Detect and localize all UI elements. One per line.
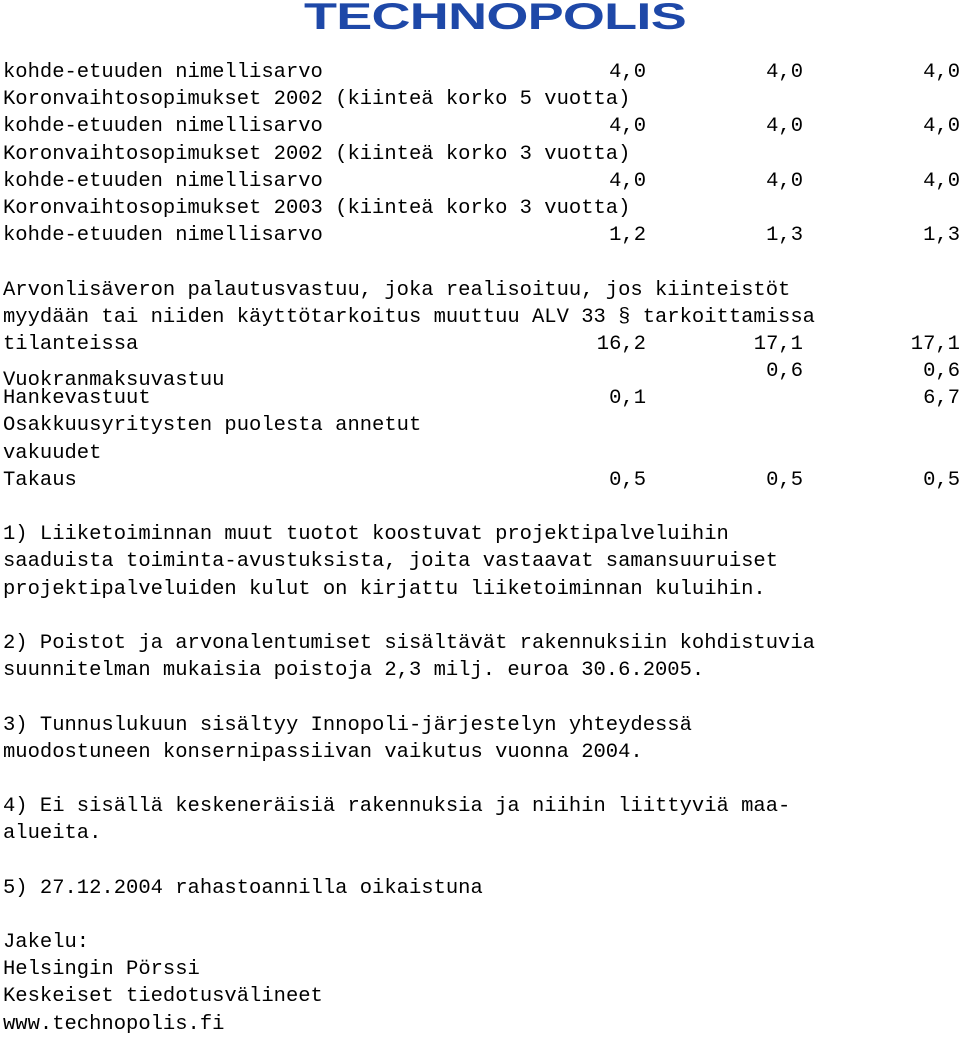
value-cell: 4,0 bbox=[766, 169, 803, 193]
value-cell: 4,0 bbox=[609, 115, 646, 139]
value-cell: 4,0 bbox=[609, 169, 646, 193]
footnote-line: alueita. bbox=[3, 822, 102, 846]
spacer bbox=[3, 766, 960, 793]
row-values bbox=[486, 385, 960, 412]
footnote-line: projektipalveluiden kulut on kirjattu liiketoiminnan kuluihin. bbox=[3, 577, 766, 601]
table-row bbox=[3, 195, 960, 222]
spacer bbox=[3, 603, 960, 630]
value-cell: 16,2 bbox=[596, 332, 646, 356]
vat-liability-text bbox=[3, 277, 960, 331]
row-values bbox=[486, 222, 960, 249]
footnote-line: saaduista toiminta-avustuksista, joita vastaavat samansuuruiset bbox=[3, 550, 779, 574]
value-cell: 0,5 bbox=[923, 468, 960, 492]
row-label: Hankevastuut bbox=[3, 387, 151, 411]
value-cell: 0,5 bbox=[766, 468, 803, 492]
footnote-line: 1) Liiketoiminnan muut tuotot koostuvat projektipalveluihin bbox=[3, 523, 729, 547]
row-label: vakuudet bbox=[3, 441, 102, 465]
table-row bbox=[3, 168, 960, 195]
value-cell: 4,0 bbox=[923, 61, 960, 84]
row-values bbox=[486, 113, 960, 140]
spacer bbox=[3, 847, 960, 874]
row-values bbox=[486, 358, 960, 385]
logo-graphic bbox=[303, 0, 687, 34]
table-row bbox=[3, 86, 960, 113]
row-label: kohde-etuuden nimellisarvo bbox=[3, 224, 323, 248]
value-cell bbox=[486, 358, 646, 385]
value-cell: 1,2 bbox=[609, 224, 646, 248]
footnote bbox=[3, 521, 960, 603]
row-values bbox=[486, 331, 960, 358]
footnote bbox=[3, 630, 960, 684]
value-cell: 6,7 bbox=[923, 387, 960, 411]
spacer bbox=[3, 249, 960, 276]
row-label: kohde-etuuden nimellisarvo bbox=[3, 115, 323, 139]
guarantees-table bbox=[3, 59, 960, 249]
row-label: kohde-etuuden nimellisarvo bbox=[3, 169, 323, 193]
footnote-line: 3) Tunnuslukuun sisältyy Innopoli-järjestelyn yhteydessä bbox=[3, 713, 692, 737]
footnote-line: suunnitelman mukaisia poistoja 2,3 milj. euroa 30.6.2005. bbox=[3, 659, 705, 683]
row-values bbox=[486, 59, 960, 86]
footnote bbox=[3, 712, 960, 766]
value-cell: 1,3 bbox=[766, 224, 803, 248]
table-row bbox=[3, 331, 960, 358]
row-label: Koronvaihtosopimukset 2002 (kiinteä korko 5 vuotta) bbox=[3, 88, 631, 112]
value-cell: 0,1 bbox=[609, 387, 646, 411]
value-cell: 17,1 bbox=[910, 332, 960, 356]
technopolis-logo bbox=[303, 0, 687, 34]
value-cell: 4,0 bbox=[923, 115, 960, 139]
value-cell: 4,0 bbox=[766, 61, 803, 84]
spacer bbox=[3, 494, 960, 521]
row-label: Vuokranmaksuvastuu bbox=[3, 369, 225, 393]
value-cell: 1,3 bbox=[923, 224, 960, 248]
value-cell: 0,5 bbox=[609, 468, 646, 492]
value-cell: 4,0 bbox=[609, 61, 646, 84]
footnote bbox=[3, 875, 960, 902]
table-row bbox=[3, 59, 960, 86]
footnote-line: muodostuneen konsernipassiivan vaikutus vuonna 2004. bbox=[3, 740, 643, 764]
footnote-line: 2) Poistot ja arvonalentumiset sisältävät rakennuksiin kohdistuvia bbox=[3, 631, 815, 655]
row-label: Koronvaihtosopimukset 2003 (kiinteä korko 3 vuotta) bbox=[3, 196, 631, 220]
footnote-line: 4) Ei sisällä keskeneräisiä rakennuksia ja niihin liittyviä maa- bbox=[3, 795, 791, 819]
paragraph-line: myydään tai niiden käyttötarkoitus muuttuu ALV 33 § tarkoittamissa bbox=[3, 305, 815, 329]
footnote-line: 5) 27.12.2004 rahastoannilla oikaistuna bbox=[3, 876, 483, 900]
spacer bbox=[3, 902, 960, 929]
paragraph-line: Arvonlisäveron palautusvastuu, joka realisoituu, jos kiinteistöt bbox=[3, 278, 791, 302]
row-values bbox=[486, 467, 960, 494]
value-cell: 17,1 bbox=[753, 332, 803, 356]
distribution-item: Helsingin Pörssi bbox=[3, 958, 200, 982]
value-cell bbox=[646, 385, 803, 412]
value-cell: 0,6 bbox=[923, 360, 960, 384]
distribution-item: www.technopolis.fi bbox=[3, 1012, 225, 1036]
row-label: Takaus bbox=[3, 468, 77, 492]
table-row bbox=[3, 358, 960, 393]
distribution-list bbox=[3, 929, 960, 1038]
row-label: Koronvaihtosopimukset 2002 (kiinteä korko 3 vuotta) bbox=[3, 142, 631, 166]
table-row bbox=[3, 440, 960, 467]
footnotes bbox=[3, 494, 960, 902]
footnote bbox=[3, 793, 960, 847]
spacer bbox=[3, 684, 960, 711]
logo-wordmark: TECHNOPOLIS bbox=[304, 0, 686, 34]
row-label: kohde-etuuden nimellisarvo bbox=[3, 61, 323, 84]
row-label: Osakkuusyritysten puolesta annetut bbox=[3, 414, 422, 438]
liabilities-table bbox=[3, 331, 960, 494]
document-body bbox=[3, 59, 960, 1038]
row-label: tilanteissa bbox=[3, 332, 139, 356]
table-row bbox=[3, 385, 960, 412]
distribution-item: Keskeiset tiedotusvälineet bbox=[3, 985, 323, 1009]
table-row bbox=[3, 113, 960, 140]
row-values bbox=[486, 168, 960, 195]
distribution-heading: Jakelu: bbox=[3, 931, 90, 954]
table-row bbox=[3, 141, 960, 168]
value-cell: 0,6 bbox=[766, 360, 803, 384]
value-cell: 4,0 bbox=[923, 169, 960, 193]
table-row bbox=[3, 222, 960, 249]
value-cell: 4,0 bbox=[766, 115, 803, 139]
table-row bbox=[3, 412, 960, 439]
table-row bbox=[3, 467, 960, 494]
